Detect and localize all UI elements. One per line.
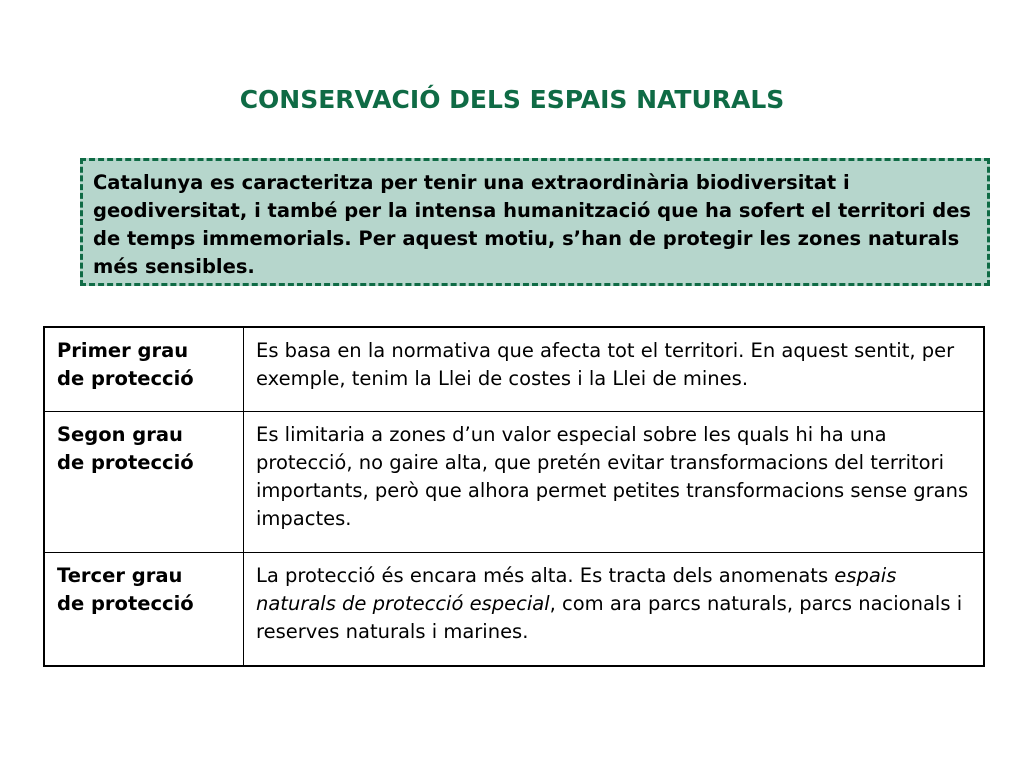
table-row [44, 327, 984, 412]
protection-grades-table [43, 326, 985, 667]
grade-label-cell [44, 412, 244, 553]
grade-label-line: Segon grau [57, 423, 183, 446]
grade-description: Es basa en la normativa que afecta tot el territori. En aquest sentit, per exemple, tenim la Llei de costes i la Llei de mines. [244, 327, 985, 412]
grade-label-line: de protecció [57, 592, 194, 615]
grade-description-text: La protecció és encara més alta. Es tracta dels anomenats [256, 564, 835, 587]
grade-description: Es limitaria a zones d’un valor especial sobre les quals hi ha una protecció, no gaire alta, que pretén evitar transformacions del territori importants, però que alhora permet petites transformacions sense grans impactes. [244, 412, 985, 553]
grade-label-line: de protecció [57, 367, 194, 390]
grade-label-line: Tercer grau [57, 564, 183, 587]
grade-label-cell [44, 327, 244, 412]
grade-description [244, 553, 985, 667]
slide-title: CONSERVACIÓ DELS ESPAIS NATURALS [239, 85, 785, 114]
grade-label-line: de protecció [57, 451, 194, 474]
table-row [44, 553, 984, 667]
grade-label-line: Primer grau [57, 339, 189, 362]
table-row [44, 412, 984, 553]
grade-description-text: , com ara parcs naturals, parcs nacionals i reserves naturals i marines. [256, 592, 963, 643]
intro-box: Catalunya es caracteritza per tenir una extraordinària biodiversitat i geodiversitat, i també per la intensa humanització que ha sofert el territori des de temps immemorials. Per aquest motiu, s’han de protegir les zones naturals més sensibles. [80, 158, 990, 286]
grade-label-cell [44, 553, 244, 667]
grade-description-italic: espais naturals de protecció especial [256, 564, 897, 615]
